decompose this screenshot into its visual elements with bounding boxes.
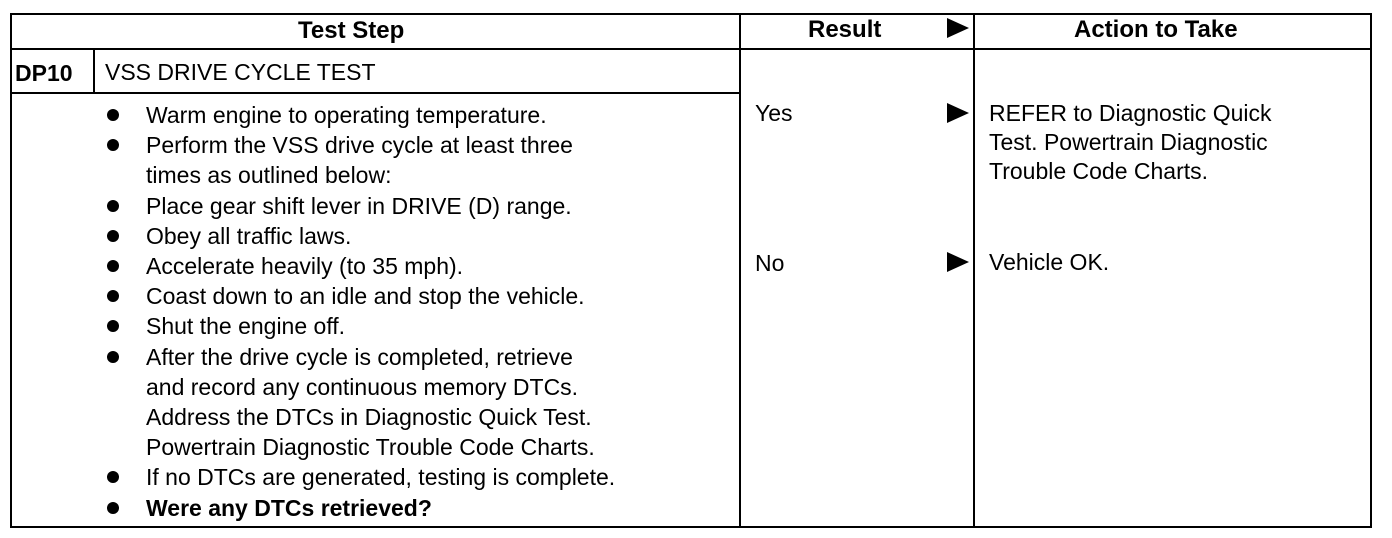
header-divider [10,48,1372,50]
action-no [989,248,1109,277]
header-action: Action to Take [1074,16,1238,43]
action-yes-line: Trouble Code Charts. [989,158,1209,184]
result-yes-arrow-icon [947,103,969,123]
bullet-text: Were any DTCs retrieved? [146,494,432,521]
bullet-icon [107,260,119,272]
bullet-icon [107,139,119,151]
header-arrow-icon [947,18,969,38]
bullet-text: Accelerate heavily (to 35 mph). [146,253,464,279]
result-yes: Yes [755,100,793,126]
table-border-top [10,13,1372,15]
bullet-text: Coast down to an idle and stop the vehicle. [146,283,585,310]
bullet-text: Shut the engine off. [146,313,346,340]
bullet-icon [107,351,119,363]
table-border-right [1370,13,1372,528]
action-yes-line: Test. Powertrain Diagnostic [989,129,1268,155]
bullet-text: Place gear shift lever in DRIVE (D) range. [146,192,572,219]
bullet-icon [107,230,119,242]
bullet-text: Obey all traffic laws. [146,222,352,249]
bullet-icon [107,471,119,483]
step-title-divider [10,92,741,94]
table-border-left [10,13,12,528]
step-title: VSS DRIVE CYCLE TEST [105,59,376,85]
step-code-divider [93,48,95,94]
header-result: Result [808,16,882,43]
bullet-icon [107,290,119,302]
bullet-text: After the drive cycle is completed, retrieve [146,343,573,370]
table-border-bottom [10,526,1372,528]
bullet-text: Address the DTCs in Diagnostic Quick Test. [146,404,592,430]
result-no: No [755,250,785,276]
bullet-icon [107,109,119,121]
action-no-line: Vehicle OK. [989,249,1110,275]
bullet-icon [107,320,119,332]
bullet-text: Powertrain Diagnostic Trouble Code Charts. [146,434,595,461]
action-yes-line: REFER to Diagnostic Quick [989,100,1272,126]
bullet-text: times as outlined below: [146,162,392,189]
result-no-arrow-icon [947,252,969,272]
bullet-text: Warm engine to operating temperature. [146,102,547,128]
bullet-text: and record any continuous memory DTCs. [146,373,579,400]
bullet-text: Perform the VSS drive cycle at least three [146,132,573,159]
column-divider-result [739,13,741,528]
action-yes [989,99,1271,186]
header-test-step: Test Step [298,17,405,44]
bullet-text: If no DTCs are generated, testing is complete. [146,464,616,491]
bullet-icon [107,200,119,212]
step-code: DP10 [15,60,73,86]
bullet-icon [107,502,119,514]
column-divider-action [973,13,975,528]
